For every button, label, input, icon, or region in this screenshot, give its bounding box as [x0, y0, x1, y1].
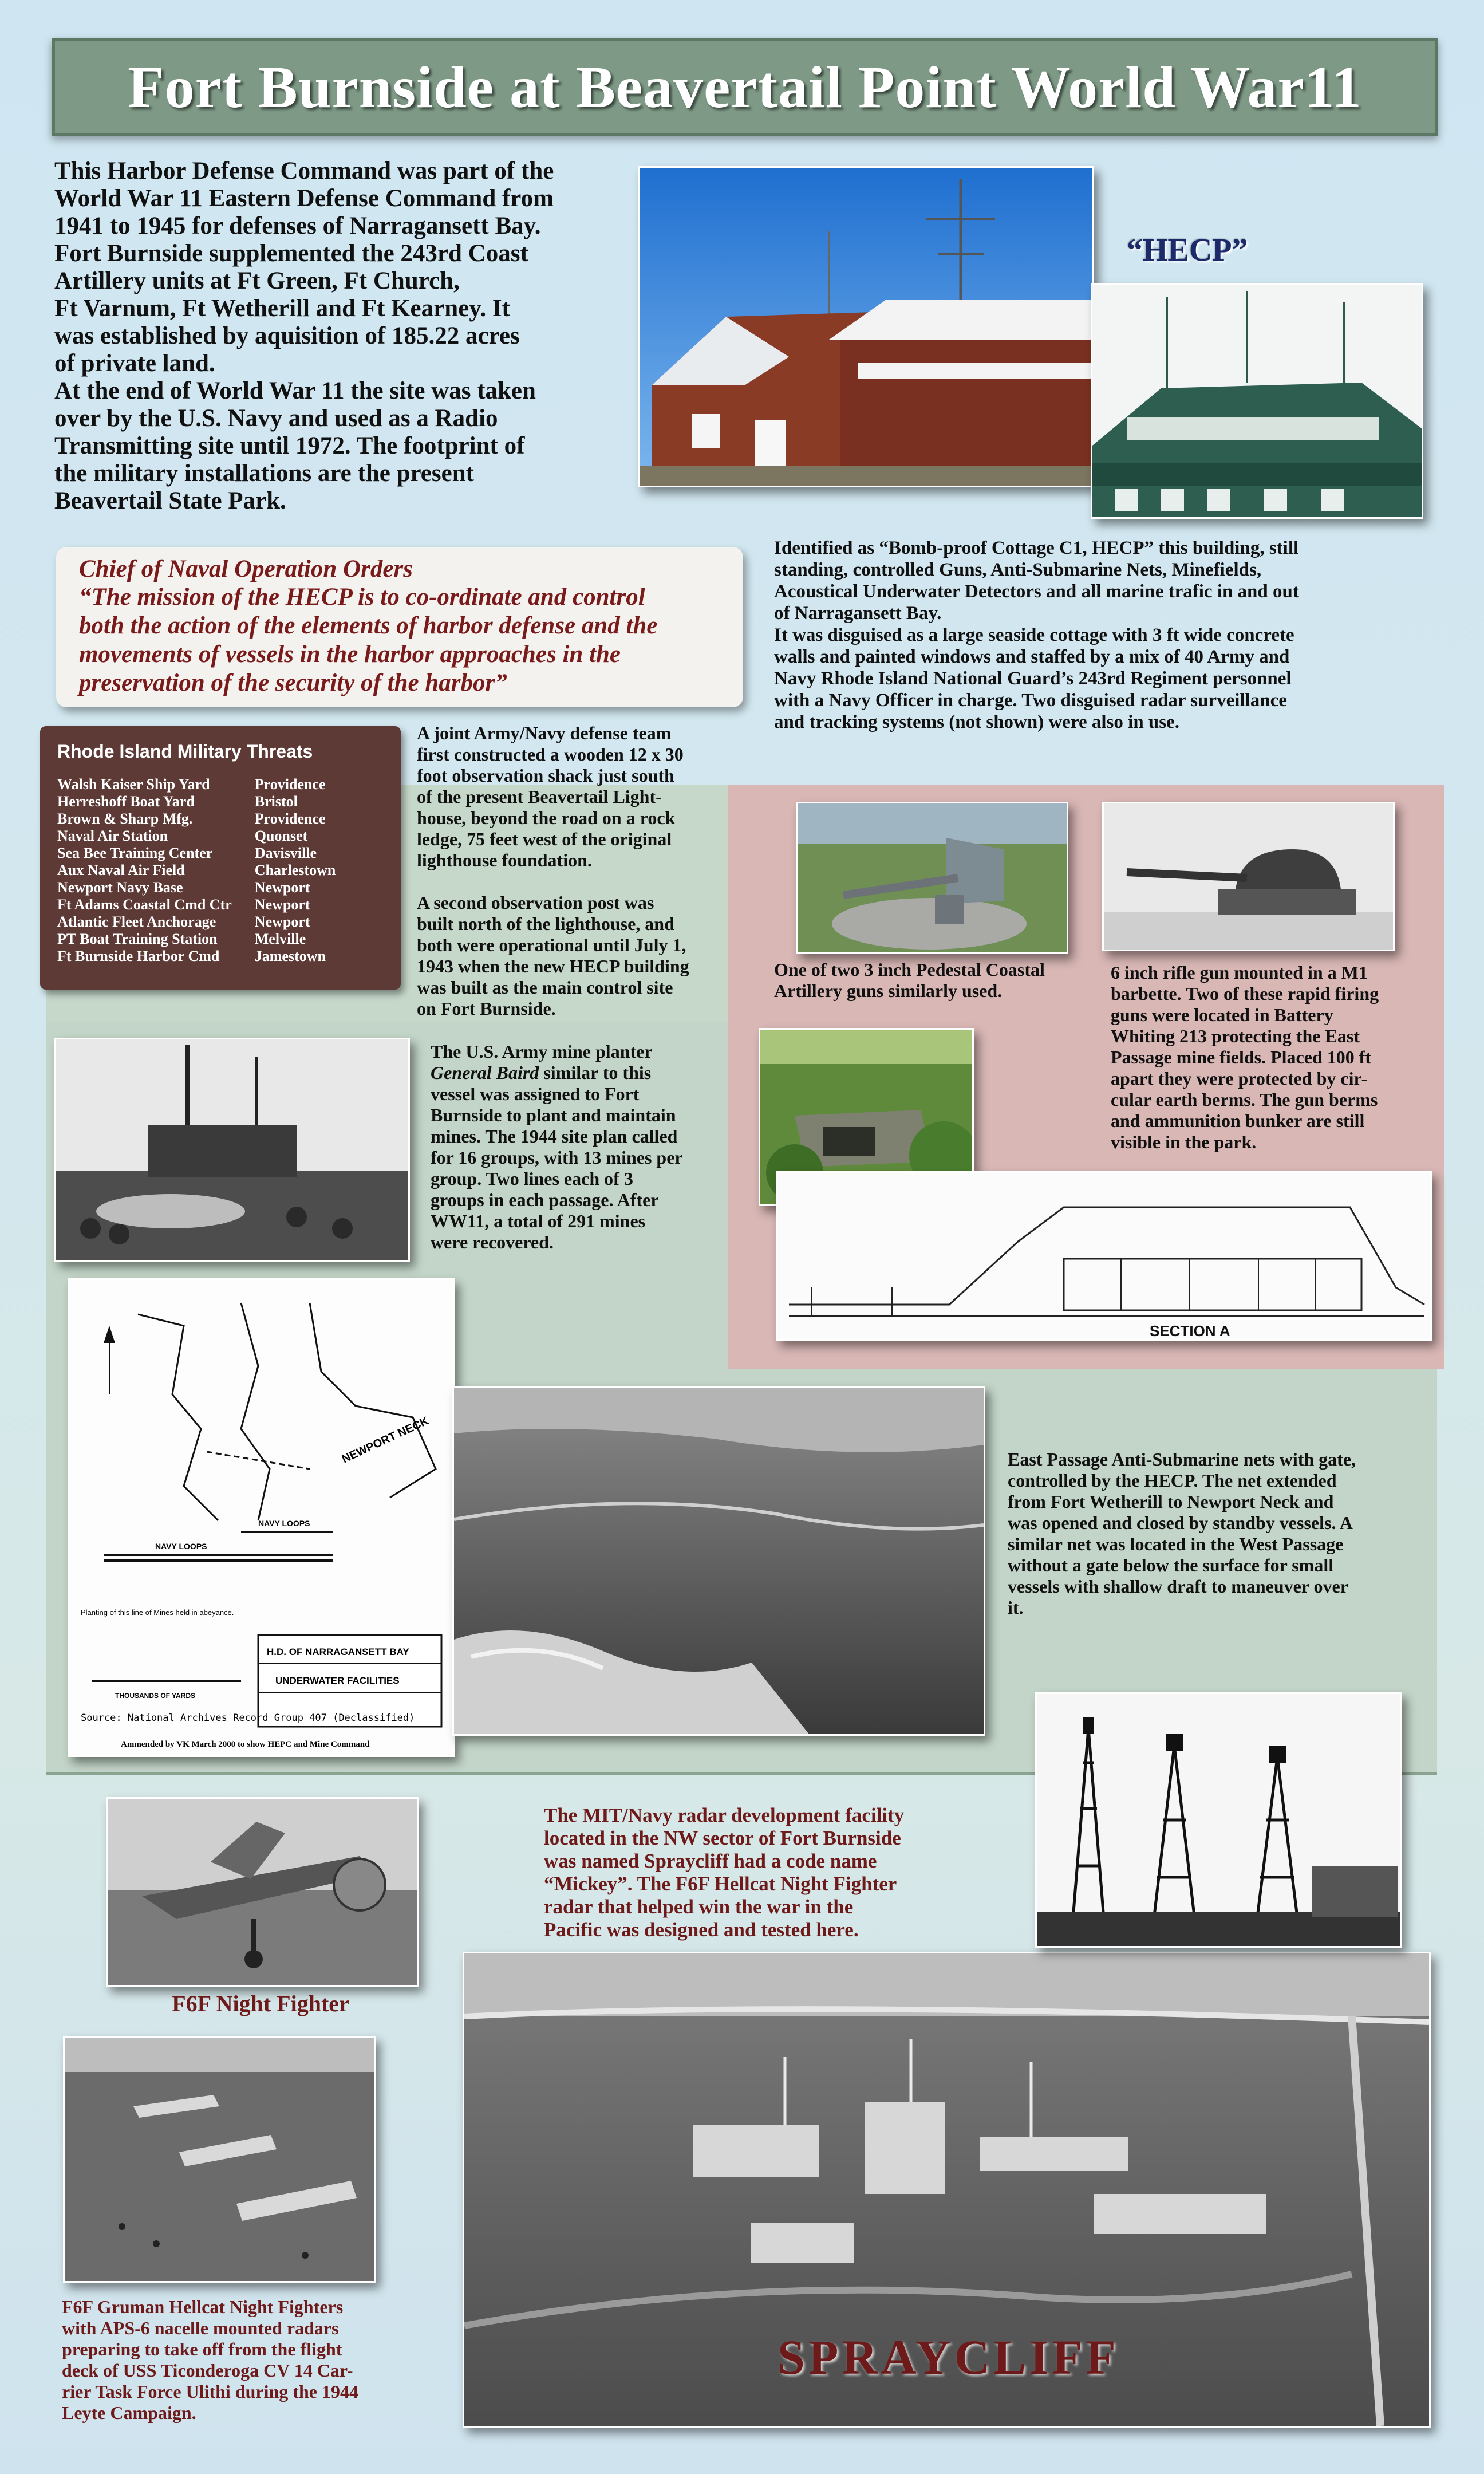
- threat-site-name: Ft Burnside Harbor Cmd: [57, 948, 220, 964]
- threat-site-name: Walsh Kaiser Ship Yard: [57, 776, 210, 793]
- threat-site-location: Melville: [254, 931, 306, 947]
- threat-site-location: Providence: [254, 810, 326, 827]
- radar-facility-text: The MIT/Navy radar development facility located in the NW sector of Fort Burnside was named Spraycliff had a code name “Mickey”. The F6F Hellcat Night Fighter radar that helped win the war in the Pacific was designed and tested here.: [544, 1804, 905, 1941]
- threat-site-name: Herreshoff Boat Yard: [57, 793, 195, 810]
- six-inch-gun-caption: 6 inch rifle gun mounted in a M1 barbette. Two of these rapid firing guns were located in Battery Whiting 213 protecting the East Passage mine fields. Placed 100 ft apart they were protected by cir- cular earth berms. The gun berms and ammunition bunker are still visible in the park.: [1111, 962, 1379, 1152]
- threat-site-name: Ft Adams Coastal Cmd Ctr: [57, 896, 232, 913]
- threats-table: [57, 776, 336, 965]
- map-source: Source: National Archives Record Group 407 (Declassified): [81, 1712, 415, 1724]
- map-navy-loops-label-2: NAVY LOOPS: [258, 1519, 310, 1528]
- three-inch-gun-photo: [796, 802, 1068, 954]
- threat-site-location: Newport: [254, 896, 310, 913]
- f6f-caption: F6F Night Fighter: [172, 1991, 349, 2016]
- three-inch-gun-caption: One of two 3 inch Pedestal Coastal Artillery guns similarly used.: [774, 959, 1045, 1001]
- hecp-label: “HECP”: [1127, 233, 1248, 268]
- threat-row: [57, 793, 336, 810]
- threat-site-name: Atlantic Fleet Anchorage: [57, 913, 216, 930]
- map-amended: Ammended by VK March 2000 to show HEPC and Mine Command: [121, 1740, 370, 1749]
- carrier-deck-photo: [63, 2036, 376, 2283]
- quote-body: “The mission of the HECP is to co-ordinate and control both the action of the elements of harbor defense and the movements of vessels in the harbor approaches in the preservation of the security of the harbor”: [79, 584, 658, 696]
- carrier-caption: F6F Gruman Hellcat Night Fighters with APS-6 nacelle mounted radars preparing to take off from the flight deck of USS Ticonderoga CV 14 Car- rier Task Force Ulithi during the 1944 Leyte Campaign.: [62, 2296, 358, 2423]
- quote-heading: Chief of Naval Operation Orders: [79, 556, 413, 582]
- threat-site-name: Naval Air Station: [57, 828, 168, 844]
- threat-site-name: Sea Bee Training Center: [57, 845, 213, 861]
- threat-site-location: Newport: [254, 879, 310, 896]
- radar-towers-photo: [1035, 1692, 1402, 1948]
- mine-text-body: similar to this vessel was assigned to Fort Burnside to plant and maintain mines. The 1944 site plan called for 16 groups, with 13 mines per group. Two lines each of 3 groups in each passage. After WW11, a total of 291 mines were recovered.: [431, 1062, 683, 1252]
- map-navy-loops-label: NAVY LOOPS: [155, 1542, 207, 1551]
- hecp-vintage-photo: [1091, 283, 1423, 519]
- hecp-description: Identified as “Bomb-proof Cottage C1, HECP” this building, still standing, controlled Guns, Anti-Submarine Nets, Minefields, Acoustical Underwater Detectors and all marine trafic in and out of Narragansett Bay. It was disguised as a large seaside cottage with 3 ft wide concrete walls and painted windows and staffed by a mix of 40 Army and Navy Rhode Island National Guard’s 243rd Regiment personnel with a Navy Officer in charge. Two disguised radar surveillance and tracking systems (not shown) were also in use.: [774, 538, 1299, 732]
- battery-section-drawing: [776, 1171, 1432, 1341]
- six-inch-gun-photo: [1102, 802, 1395, 951]
- page-title: Fort Burnside at Beavertail Point World War11: [128, 54, 1362, 120]
- underwater-facilities-map: [68, 1278, 455, 1757]
- threats-title: Rhode Island Military Threats: [57, 741, 313, 762]
- map-box-subtitle: UNDERWATER FACILITIES: [275, 1675, 400, 1686]
- threat-site-location: Providence: [254, 776, 326, 793]
- threat-site-name: Brown & Sharp Mfg.: [57, 810, 193, 827]
- mine-text-vessel-name: General Baird: [431, 1062, 539, 1083]
- map-scale-label: THOUSANDS OF YARDS: [115, 1692, 196, 1700]
- threat-site-name: Aux Naval Air Field: [57, 862, 185, 878]
- map-legend-note: Planting of this line of Mines held in abeyance.: [81, 1608, 234, 1617]
- threat-row: [57, 862, 336, 879]
- threat-row: [57, 776, 336, 793]
- threat-row: [57, 896, 336, 913]
- threat-row: [57, 948, 336, 965]
- threat-site-location: Newport: [254, 913, 310, 930]
- mine-text-intro: The U.S. Army mine planter: [431, 1041, 653, 1062]
- observation-post-text: A joint Army/Navy defense team first constructed a wooden 12 x 30 foot observation shack just south of the present Beavertail Light- house, beyond the road on a rock ledge, 75 feet west of the original lighthouse foundation. A second observation post was built north of the lighthouse, and both were operational until July 1, 1943 when the new HECP building was built as the main control site on Fort Burnside.: [417, 723, 689, 1019]
- mine-planter-text: [431, 1041, 728, 1253]
- threat-row: [57, 879, 336, 896]
- military-threats-box: [40, 726, 401, 990]
- anti-submarine-net-text: East Passage Anti-Submarine nets with gate, controlled by the HECP. The net extended from Fort Wetherill to Newport Neck and was opened and closed by standby vessels. A similar net was located in the West Passage without a gate below the surface for small vessels with shallow draft to maneuver over it.: [1008, 1449, 1356, 1618]
- threat-site-name: Newport Navy Base: [57, 879, 183, 896]
- hecp-color-photo: [638, 166, 1094, 487]
- mine-planter-photo: [54, 1038, 410, 1262]
- threat-row: [57, 913, 336, 931]
- title-banner: [52, 38, 1438, 136]
- spraycliff-label: SPRAYCLIFF: [777, 2330, 1119, 2385]
- threat-row: [57, 810, 336, 828]
- map-newport-neck-label: NEWPORT NECK: [340, 1415, 431, 1466]
- section-a-label: SECTION A: [1150, 1322, 1230, 1339]
- threat-row: [57, 828, 336, 845]
- threat-row: [57, 931, 336, 948]
- naval-orders-quote: [56, 547, 743, 707]
- threat-site-location: Bristol: [254, 793, 298, 810]
- f6f-night-fighter-photo: [106, 1797, 419, 1987]
- threat-site-location: Davisville: [254, 845, 317, 861]
- anti-submarine-net-aerial-photo: [452, 1386, 985, 1736]
- threat-site-location: Quonset: [254, 828, 308, 844]
- map-box-title: H.D. OF NARRAGANSETT BAY: [267, 1646, 409, 1657]
- threat-site-location: Charlestown: [254, 862, 336, 878]
- threat-row: [57, 845, 336, 862]
- threat-site-name: PT Boat Training Station: [57, 931, 218, 947]
- intro-text: This Harbor Defense Command was part of the World War 11 Eastern Defense Command from 1941 to 1945 for defenses of Narragansett Bay. Fort Burnside supplemented the 243rd Coast Artillery units at Ft Green, Ft Church, Ft Varnum, Ft Wetherill and Ft Kearney. It was established by aquisition of 185.22 acres of private land. At the end of World War 11 the site was taken over by the U.S. Navy and used as a Radio Transmitting site until 1972. The footprint of the military installations are the present Beavertail State Park.: [54, 157, 554, 514]
- threat-site-location: Jamestown: [254, 948, 326, 964]
